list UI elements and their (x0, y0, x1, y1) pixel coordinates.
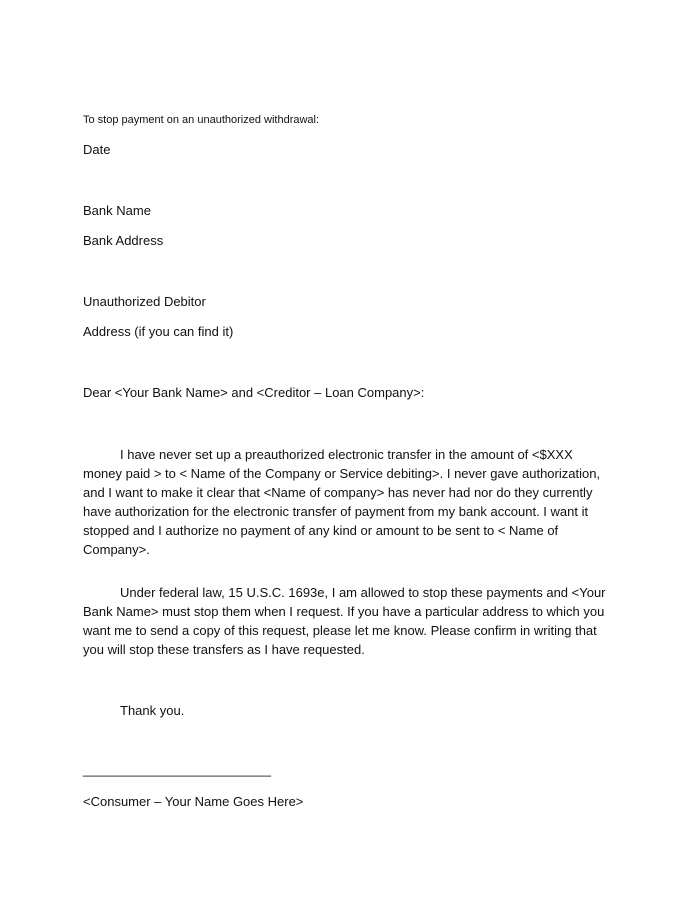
debitor-line: Unauthorized Debitor (83, 294, 206, 309)
debitor-address-line: Address (if you can find it) (83, 324, 234, 339)
signer-name: <Consumer – Your Name Goes Here> (83, 794, 304, 809)
signature-line: __________________________ (83, 762, 271, 777)
body-paragraph-1: I have never set up a preauthorized electronic transfer in the amount of <$XXX money paid > to < Name of the Company or Service debiting>. I never gave authorization, and I want to make it clear that <Name of company> has never had nor do they currently have authorization for the electronic transfer of payment from my bank account. I want it stopped and I authorize no payment of any kind or amount to be sent to < Name of Company>. (83, 447, 601, 557)
salutation: Dear <Your Bank Name> and <Creditor – Loan Company>: (83, 385, 425, 400)
bank-address-line: Bank Address (83, 233, 164, 248)
body-paragraph-2: Under federal law, 15 U.S.C. 1693e, I am allowed to stop these payments and <Your Bank Name> must stop them when I request. If you have a particular address to which you want me to send a copy of this request, please let me know. Please confirm in writing that you will stop these transfers as I have requested. (83, 585, 606, 657)
instruction-text: To stop payment on an unauthorized withdrawal: (83, 114, 320, 126)
bank-name-line: Bank Name (83, 203, 151, 218)
closing: Thank you. (120, 703, 185, 718)
date-line: Date (83, 142, 111, 157)
